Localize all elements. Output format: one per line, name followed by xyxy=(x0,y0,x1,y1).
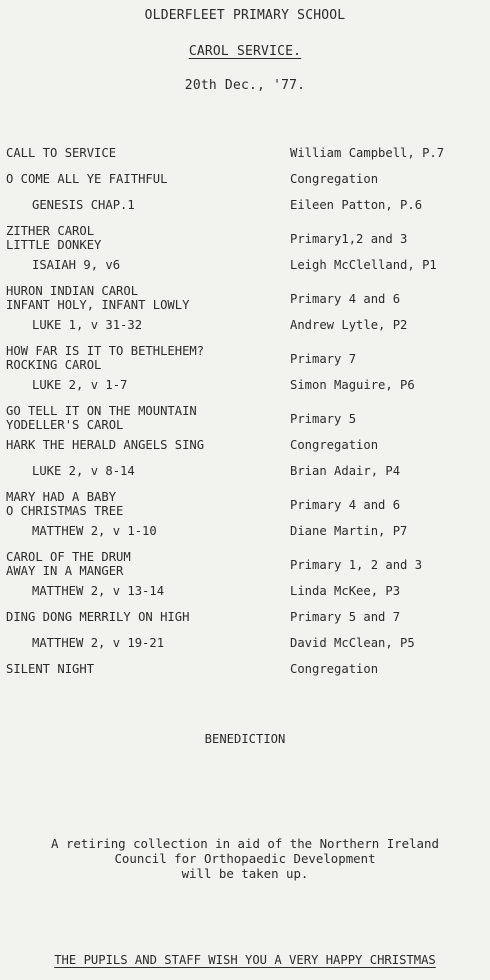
programme-item-performer: Linda McKee, P3 xyxy=(290,584,401,598)
programme-item-title xyxy=(6,146,116,160)
programme-item xyxy=(0,318,490,344)
programme-item-title xyxy=(6,404,197,432)
programme-item-title-line: YODELLER'S CAROL xyxy=(6,418,124,432)
programme-item xyxy=(0,284,490,318)
programme-item xyxy=(0,198,490,224)
programme-item xyxy=(0,550,490,584)
programme-item-performer: Congregation xyxy=(290,662,379,676)
programme-item-title xyxy=(32,198,135,212)
programme-item-performer: Simon Maguire, P6 xyxy=(290,378,415,392)
programme-item-title xyxy=(32,318,142,332)
benediction: BENEDICTION xyxy=(204,732,286,746)
programme-item-title xyxy=(6,490,123,518)
programme-item-title xyxy=(6,224,101,252)
programme-item-title-line: INFANT HOLY, INFANT LOWLY xyxy=(6,298,190,312)
programme-item-title-line: LUKE 1, v 31-32 xyxy=(32,318,143,332)
programme-item-title-line: LUKE 2, v 8-14 xyxy=(32,464,135,478)
programme-item-title-line: ISAIAH 9, v6 xyxy=(32,258,121,272)
programme-item xyxy=(0,224,490,258)
programme-item-title-line: DING DONG MERRILY ON HIGH xyxy=(6,610,190,624)
programme-item-title-line: MATTHEW 2, v 1-10 xyxy=(32,524,157,538)
programme-item-title xyxy=(32,636,164,650)
programme-item-performer: Andrew Lytle, P2 xyxy=(290,318,408,332)
programme-item xyxy=(0,378,490,404)
programme-item-performer: Primary 7 xyxy=(290,352,357,366)
programme-item-title-line: ZITHER CAROL xyxy=(6,224,95,238)
programme-item-title-line: MATTHEW 2, v 19-21 xyxy=(32,636,165,650)
programme-item-title-line: O CHRISTMAS TREE xyxy=(6,504,124,518)
programme-item-performer: Congregation xyxy=(290,438,379,452)
programme-item-performer: Congregation xyxy=(290,172,379,186)
programme-item-title xyxy=(6,438,204,452)
programme-item-title xyxy=(6,610,189,624)
programme-item xyxy=(0,404,490,438)
programme-item-performer: Primary 4 and 6 xyxy=(290,498,401,512)
programme-item-title-line: AWAY IN A MANGER xyxy=(6,564,124,578)
programme-item-title-line: HARK THE HERALD ANGELS SING xyxy=(6,438,205,452)
programme-item xyxy=(0,146,490,172)
programme-item-title xyxy=(32,584,164,598)
programme-item-title-line: CAROL OF THE DRUM xyxy=(6,550,131,564)
programme-item xyxy=(0,438,490,464)
programme-item-title xyxy=(32,258,120,272)
programme-item xyxy=(0,490,490,524)
programme-item-title-line: O COME ALL YE FAITHFUL xyxy=(6,172,168,186)
collection-note-line: will be taken up. xyxy=(181,866,309,881)
service-title: CAROL SERVICE. xyxy=(188,44,302,59)
programme-item-title xyxy=(6,662,94,676)
programme-item-title-line: LITTLE DONKEY xyxy=(6,238,102,252)
programme-item-performer: Primary 1, 2 and 3 xyxy=(290,558,423,572)
programme-item xyxy=(0,344,490,378)
school-name: OLDERFLEET PRIMARY SCHOOL xyxy=(144,8,346,23)
programme-item-performer: Brian Adair, P4 xyxy=(290,464,401,478)
programme-item-title-line: GENESIS CHAP.1 xyxy=(32,198,135,212)
programme-item-title xyxy=(6,550,131,578)
programme-item xyxy=(0,172,490,198)
programme-item xyxy=(0,662,490,688)
collection-note-line: Council for Orthopaedic Development xyxy=(114,851,376,866)
programme-item-performer: Eileen Patton, P.6 xyxy=(290,198,423,212)
programme-item-performer: Primary 5 xyxy=(290,412,357,426)
programme-item-title-line: LUKE 2, v 1-7 xyxy=(32,378,128,392)
programme-item-performer: David McClean, P5 xyxy=(290,636,415,650)
programme-item xyxy=(0,524,490,550)
service-date: 20th Dec., '77. xyxy=(184,78,306,93)
collection-note-line: A retiring collection in aid of the Northern Ireland xyxy=(51,836,439,851)
programme-item xyxy=(0,584,490,610)
collection-note xyxy=(0,836,490,881)
programme-item-performer: Diane Martin, P7 xyxy=(290,524,408,538)
programme-item-title-line: CALL TO SERVICE xyxy=(6,146,117,160)
programme-item-title-line: MATTHEW 2, v 13-14 xyxy=(32,584,165,598)
programme-item-title-line: GO TELL IT ON THE MOUNTAIN xyxy=(6,404,197,418)
programme-item-title xyxy=(32,378,127,392)
programme-item-performer: Primary 5 and 7 xyxy=(290,610,401,624)
programme-item xyxy=(0,636,490,662)
programme-item xyxy=(0,464,490,490)
christmas-greeting: THE PUPILS AND STAFF WISH YOU A VERY HAPPY CHRISTMAS xyxy=(54,953,436,967)
programme-item-title xyxy=(6,172,167,186)
programme-item-title-line: HURON INDIAN CAROL xyxy=(6,284,139,298)
programme-item-performer: Primary1,2 and 3 xyxy=(290,232,408,246)
programme-item-title-line: HOW FAR IS IT TO BETHLEHEM? xyxy=(6,344,205,358)
programme-item-title-line: MARY HAD A BABY xyxy=(6,490,117,504)
programme-item-title-line: ROCKING CAROL xyxy=(6,358,102,372)
programme-item-title xyxy=(32,464,135,478)
programme-item xyxy=(0,610,490,636)
programme-item-title xyxy=(32,524,157,538)
programme-item-performer: Leigh McClelland, P1 xyxy=(290,258,437,272)
programme-item-performer: Primary 4 and 6 xyxy=(290,292,401,306)
programme-item-title xyxy=(6,284,189,312)
programme-item xyxy=(0,258,490,284)
programme-item-performer: William Campbell, P.7 xyxy=(290,146,445,160)
programme-item-title xyxy=(6,344,204,372)
programme-item-title-line: SILENT NIGHT xyxy=(6,662,95,676)
